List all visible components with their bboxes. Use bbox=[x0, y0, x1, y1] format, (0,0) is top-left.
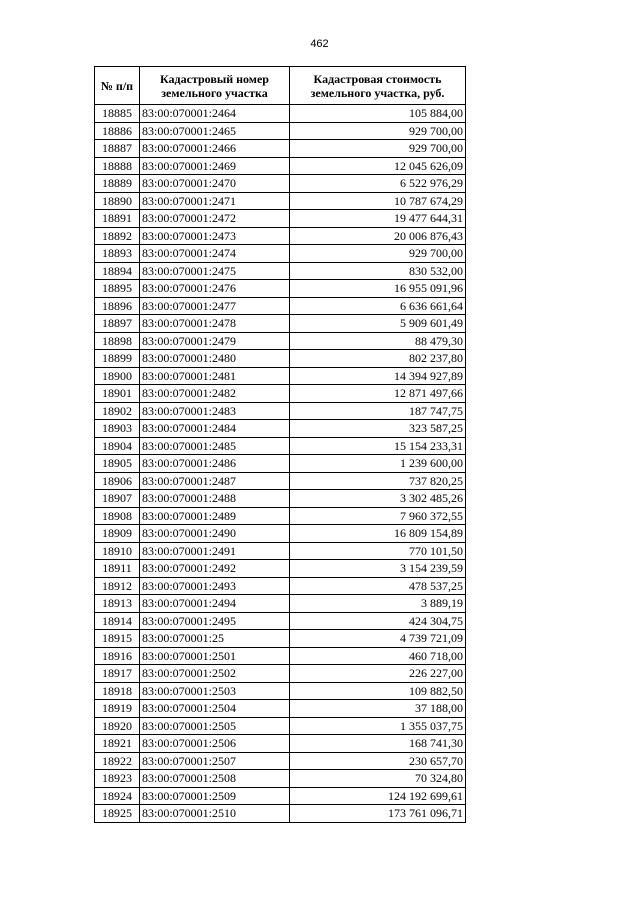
cell-row-number: 18910 bbox=[95, 542, 140, 560]
cell-cadastral-value: 1 239 600,00 bbox=[290, 455, 466, 473]
table-row bbox=[95, 647, 466, 665]
cell-cadastral-number: 83:00:070001:2480 bbox=[140, 350, 290, 368]
cell-cadastral-number: 83:00:070001:2484 bbox=[140, 420, 290, 438]
cell-cadastral-number: 83:00:070001:2502 bbox=[140, 665, 290, 683]
cell-cadastral-number: 83:00:070001:2476 bbox=[140, 280, 290, 298]
cell-row-number: 18900 bbox=[95, 367, 140, 385]
table-row bbox=[95, 350, 466, 368]
cell-cadastral-value: 1 355 037,75 bbox=[290, 717, 466, 735]
cell-row-number: 18893 bbox=[95, 245, 140, 263]
table-row bbox=[95, 507, 466, 525]
cell-cadastral-number: 83:00:070001:2478 bbox=[140, 315, 290, 333]
cell-cadastral-value: 6 522 976,29 bbox=[290, 175, 466, 193]
cell-cadastral-number: 83:00:070001:25 bbox=[140, 630, 290, 648]
cell-cadastral-number: 83:00:070001:2508 bbox=[140, 770, 290, 788]
table-body bbox=[95, 105, 466, 823]
table-row bbox=[95, 420, 466, 438]
cell-cadastral-number: 83:00:070001:2488 bbox=[140, 490, 290, 508]
cell-cadastral-number: 83:00:070001:2470 bbox=[140, 175, 290, 193]
header-cadastral-number: Кадастровый номер земельного участка bbox=[140, 67, 290, 105]
table-row bbox=[95, 262, 466, 280]
table-row bbox=[95, 402, 466, 420]
cell-row-number: 18896 bbox=[95, 297, 140, 315]
table-row bbox=[95, 787, 466, 805]
cell-cadastral-number: 83:00:070001:2495 bbox=[140, 612, 290, 630]
cell-cadastral-number: 83:00:070001:2486 bbox=[140, 455, 290, 473]
cell-row-number: 18897 bbox=[95, 315, 140, 333]
cell-cadastral-value: 226 227,00 bbox=[290, 665, 466, 683]
cell-row-number: 18904 bbox=[95, 437, 140, 455]
cell-cadastral-number: 83:00:070001:2504 bbox=[140, 700, 290, 718]
table-row bbox=[95, 280, 466, 298]
cell-row-number: 18924 bbox=[95, 787, 140, 805]
cell-cadastral-value: 5 909 601,49 bbox=[290, 315, 466, 333]
cell-cadastral-value: 230 657,70 bbox=[290, 752, 466, 770]
cell-cadastral-number: 83:00:070001:2507 bbox=[140, 752, 290, 770]
table-row bbox=[95, 595, 466, 613]
cell-cadastral-number: 83:00:070001:2487 bbox=[140, 472, 290, 490]
cell-cadastral-number: 83:00:070001:2494 bbox=[140, 595, 290, 613]
cell-cadastral-number: 83:00:070001:2510 bbox=[140, 805, 290, 823]
cell-cadastral-value: 4 739 721,09 bbox=[290, 630, 466, 648]
table-header bbox=[95, 67, 466, 105]
cell-cadastral-value: 124 192 699,61 bbox=[290, 787, 466, 805]
cell-cadastral-number: 83:00:070001:2466 bbox=[140, 140, 290, 158]
cell-row-number: 18913 bbox=[95, 595, 140, 613]
header-row-number: № п/п bbox=[95, 67, 140, 105]
table-row bbox=[95, 612, 466, 630]
cell-row-number: 18892 bbox=[95, 227, 140, 245]
cell-cadastral-number: 83:00:070001:2493 bbox=[140, 577, 290, 595]
cell-cadastral-number: 83:00:070001:2491 bbox=[140, 542, 290, 560]
cell-cadastral-number: 83:00:070001:2481 bbox=[140, 367, 290, 385]
cell-row-number: 18923 bbox=[95, 770, 140, 788]
cell-cadastral-value: 12 871 497,66 bbox=[290, 385, 466, 403]
table-row bbox=[95, 560, 466, 578]
cell-row-number: 18898 bbox=[95, 332, 140, 350]
cell-row-number: 18905 bbox=[95, 455, 140, 473]
cell-cadastral-value: 37 188,00 bbox=[290, 700, 466, 718]
table-row bbox=[95, 752, 466, 770]
cell-cadastral-number: 83:00:070001:2490 bbox=[140, 525, 290, 543]
cell-cadastral-value: 3 154 239,59 bbox=[290, 560, 466, 578]
table-row bbox=[95, 455, 466, 473]
cell-row-number: 18914 bbox=[95, 612, 140, 630]
table-row bbox=[95, 472, 466, 490]
cell-row-number: 18919 bbox=[95, 700, 140, 718]
cell-cadastral-value: 168 741,30 bbox=[290, 735, 466, 753]
table-row bbox=[95, 332, 466, 350]
cell-row-number: 18911 bbox=[95, 560, 140, 578]
cell-cadastral-value: 15 154 233,31 bbox=[290, 437, 466, 455]
cell-cadastral-number: 83:00:070001:2475 bbox=[140, 262, 290, 280]
table-row bbox=[95, 525, 466, 543]
cell-row-number: 18925 bbox=[95, 805, 140, 823]
table-row bbox=[95, 157, 466, 175]
table-row bbox=[95, 297, 466, 315]
table-row bbox=[95, 437, 466, 455]
cell-cadastral-number: 83:00:070001:2492 bbox=[140, 560, 290, 578]
cell-cadastral-number: 83:00:070001:2473 bbox=[140, 227, 290, 245]
cell-cadastral-value: 70 324,80 bbox=[290, 770, 466, 788]
table-row bbox=[95, 682, 466, 700]
cell-row-number: 18886 bbox=[95, 122, 140, 140]
cell-row-number: 18907 bbox=[95, 490, 140, 508]
table-row bbox=[95, 805, 466, 823]
table-row bbox=[95, 367, 466, 385]
table-row bbox=[95, 385, 466, 403]
cell-cadastral-value: 20 006 876,43 bbox=[290, 227, 466, 245]
cell-row-number: 18899 bbox=[95, 350, 140, 368]
cell-row-number: 18885 bbox=[95, 105, 140, 123]
cell-cadastral-number: 83:00:070001:2501 bbox=[140, 647, 290, 665]
cell-row-number: 18908 bbox=[95, 507, 140, 525]
cell-row-number: 18903 bbox=[95, 420, 140, 438]
table-row bbox=[95, 490, 466, 508]
cell-cadastral-value: 88 479,30 bbox=[290, 332, 466, 350]
cell-cadastral-value: 460 718,00 bbox=[290, 647, 466, 665]
table-row bbox=[95, 227, 466, 245]
cell-cadastral-number: 83:00:070001:2509 bbox=[140, 787, 290, 805]
cell-row-number: 18902 bbox=[95, 402, 140, 420]
cell-row-number: 18917 bbox=[95, 665, 140, 683]
cell-cadastral-value: 16 809 154,89 bbox=[290, 525, 466, 543]
cell-row-number: 18920 bbox=[95, 717, 140, 735]
cell-row-number: 18887 bbox=[95, 140, 140, 158]
table-row bbox=[95, 175, 466, 193]
cell-cadastral-number: 83:00:070001:2503 bbox=[140, 682, 290, 700]
cell-cadastral-value: 12 045 626,09 bbox=[290, 157, 466, 175]
cell-cadastral-value: 929 700,00 bbox=[290, 140, 466, 158]
cell-row-number: 18915 bbox=[95, 630, 140, 648]
cell-cadastral-value: 929 700,00 bbox=[290, 245, 466, 263]
cell-cadastral-number: 83:00:070001:2505 bbox=[140, 717, 290, 735]
cell-cadastral-number: 83:00:070001:2465 bbox=[140, 122, 290, 140]
cell-cadastral-value: 7 960 372,55 bbox=[290, 507, 466, 525]
page-number: 462 bbox=[310, 38, 329, 50]
table-row bbox=[95, 700, 466, 718]
table-row bbox=[95, 542, 466, 560]
cell-cadastral-value: 737 820,25 bbox=[290, 472, 466, 490]
cell-cadastral-number: 83:00:070001:2482 bbox=[140, 385, 290, 403]
cell-cadastral-number: 83:00:070001:2489 bbox=[140, 507, 290, 525]
header-row bbox=[95, 67, 466, 105]
cadastre-table bbox=[94, 66, 466, 823]
cell-cadastral-value: 16 955 091,96 bbox=[290, 280, 466, 298]
table-row bbox=[95, 577, 466, 595]
cell-cadastral-value: 3 889,19 bbox=[290, 595, 466, 613]
table-row bbox=[95, 735, 466, 753]
cell-row-number: 18894 bbox=[95, 262, 140, 280]
table-row bbox=[95, 122, 466, 140]
cell-row-number: 18906 bbox=[95, 472, 140, 490]
cell-cadastral-value: 424 304,75 bbox=[290, 612, 466, 630]
cell-cadastral-value: 105 884,00 bbox=[290, 105, 466, 123]
cell-row-number: 18895 bbox=[95, 280, 140, 298]
cell-cadastral-value: 14 394 927,89 bbox=[290, 367, 466, 385]
cell-row-number: 18921 bbox=[95, 735, 140, 753]
cell-cadastral-number: 83:00:070001:2474 bbox=[140, 245, 290, 263]
cell-cadastral-number: 83:00:070001:2479 bbox=[140, 332, 290, 350]
table-row bbox=[95, 665, 466, 683]
cell-cadastral-value: 19 477 644,31 bbox=[290, 210, 466, 228]
cell-cadastral-value: 187 747,75 bbox=[290, 402, 466, 420]
cell-cadastral-number: 83:00:070001:2469 bbox=[140, 157, 290, 175]
cell-row-number: 18889 bbox=[95, 175, 140, 193]
cell-row-number: 18888 bbox=[95, 157, 140, 175]
table-row bbox=[95, 717, 466, 735]
cell-row-number: 18891 bbox=[95, 210, 140, 228]
cell-cadastral-value: 173 761 096,71 bbox=[290, 805, 466, 823]
cell-cadastral-number: 83:00:070001:2477 bbox=[140, 297, 290, 315]
cell-cadastral-value: 3 302 485,26 bbox=[290, 490, 466, 508]
cell-cadastral-value: 929 700,00 bbox=[290, 122, 466, 140]
cell-cadastral-value: 802 237,80 bbox=[290, 350, 466, 368]
table-row bbox=[95, 105, 466, 123]
cell-row-number: 18918 bbox=[95, 682, 140, 700]
cell-cadastral-value: 323 587,25 bbox=[290, 420, 466, 438]
table-row bbox=[95, 315, 466, 333]
cell-cadastral-number: 83:00:070001:2485 bbox=[140, 437, 290, 455]
table-row bbox=[95, 630, 466, 648]
cell-row-number: 18912 bbox=[95, 577, 140, 595]
cell-cadastral-value: 770 101,50 bbox=[290, 542, 466, 560]
cell-cadastral-number: 83:00:070001:2471 bbox=[140, 192, 290, 210]
cell-cadastral-value: 10 787 674,29 bbox=[290, 192, 466, 210]
cell-row-number: 18890 bbox=[95, 192, 140, 210]
cell-row-number: 18901 bbox=[95, 385, 140, 403]
cell-cadastral-number: 83:00:070001:2506 bbox=[140, 735, 290, 753]
cell-cadastral-number: 83:00:070001:2464 bbox=[140, 105, 290, 123]
cell-cadastral-value: 109 882,50 bbox=[290, 682, 466, 700]
header-cadastral-value: Кадастровая стоимость земельного участка, руб. bbox=[290, 67, 466, 105]
cell-row-number: 18922 bbox=[95, 752, 140, 770]
cell-row-number: 18909 bbox=[95, 525, 140, 543]
cell-cadastral-value: 6 636 661,64 bbox=[290, 297, 466, 315]
cell-cadastral-number: 83:00:070001:2483 bbox=[140, 402, 290, 420]
table-row bbox=[95, 210, 466, 228]
cell-cadastral-number: 83:00:070001:2472 bbox=[140, 210, 290, 228]
cell-row-number: 18916 bbox=[95, 647, 140, 665]
cell-cadastral-value: 478 537,25 bbox=[290, 577, 466, 595]
cell-cadastral-value: 830 532,00 bbox=[290, 262, 466, 280]
table-row bbox=[95, 245, 466, 263]
table-row bbox=[95, 770, 466, 788]
table-row bbox=[95, 192, 466, 210]
table-row bbox=[95, 140, 466, 158]
